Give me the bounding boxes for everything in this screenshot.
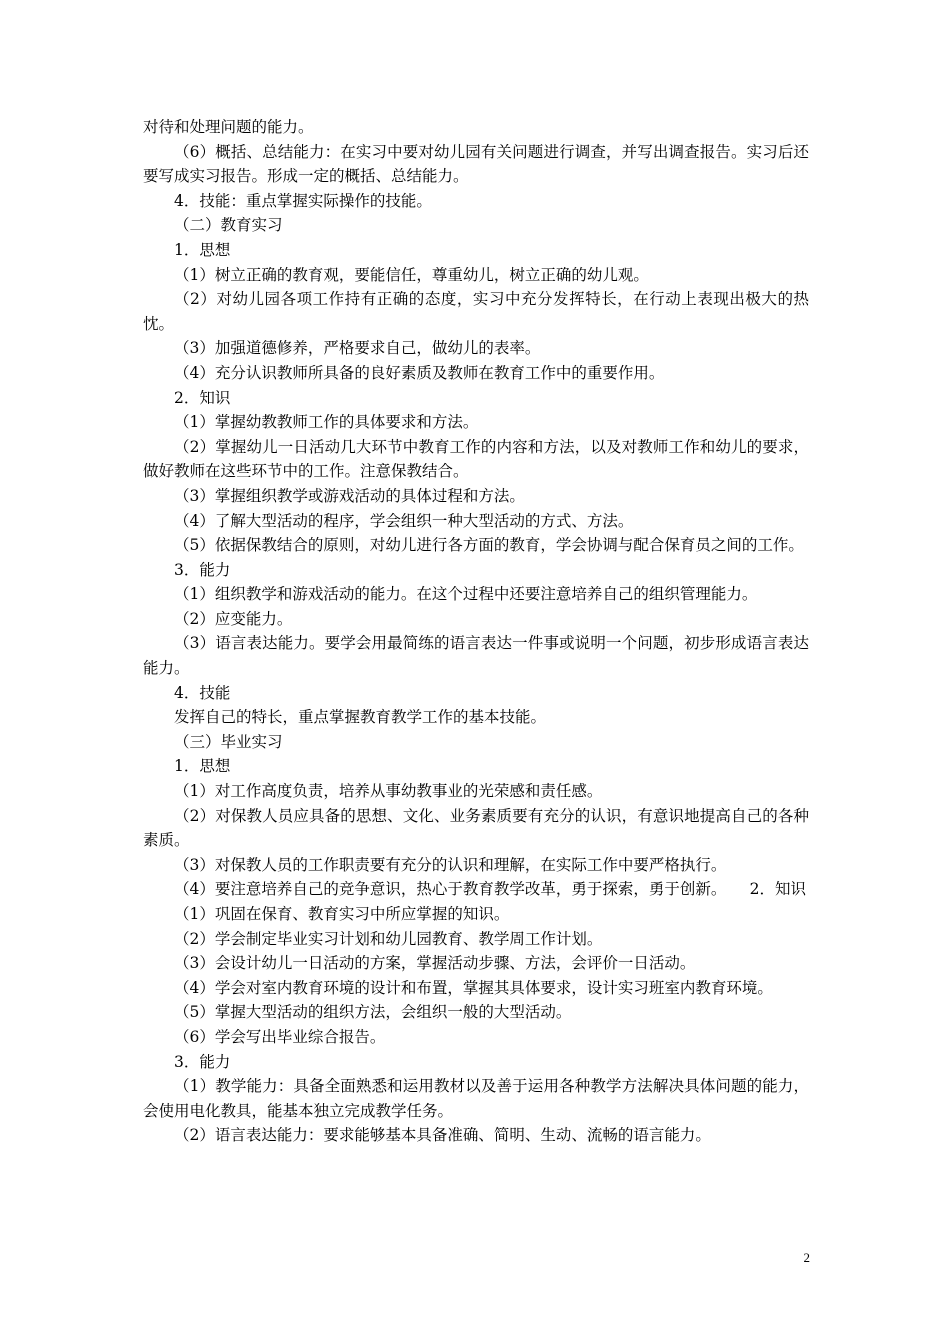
paragraph: （1）巩固在保育、教育实习中所应掌握的知识。: [174, 905, 510, 923]
paragraph: （3）会设计幼儿一日活动的方案，掌握活动步骤、方法，会评价一日活动。: [174, 954, 696, 973]
paragraph: （3）加强道德修养，严格要求自己，做幼儿的表率。: [174, 339, 541, 358]
paragraph: （2）掌握幼儿一日活动几大环节中教育工作的内容和方法，以及对教师工作和幼儿的要求，做好教师在这些环节中的工作。注意保教结合。: [143, 437, 809, 481]
paragraph: （3）语言表达能力。要学会用最简练的语言表达一件事或说明一个问题，初步形成语言表达能力。: [143, 634, 809, 678]
paragraph: （3）掌握组织教学或游戏活动的具体过程和方法。: [174, 486, 525, 505]
paragraph: 3．能力: [174, 1052, 231, 1071]
paragraph: 1．思想: [174, 757, 231, 776]
paragraph: （1）组织教学和游戏活动的能力。在这个过程中还要注意培养自己的组织管理能力。: [174, 585, 758, 604]
document-body: [143, 115, 809, 1148]
paragraph: 2．知识: [174, 388, 231, 407]
paragraph: （三）毕业实习: [174, 732, 283, 751]
paragraph: （6）学会写出毕业综合报告。: [174, 1027, 386, 1046]
paragraph: 发挥自己的特长，重点掌握教育教学工作的基本技能。: [174, 708, 547, 727]
paragraph: （2）学会制定毕业实习计划和幼儿园教育、教学周工作计划。: [174, 929, 603, 948]
paragraph: （2）应变能力。: [174, 609, 293, 628]
paragraph: 对待和处理问题的能力。: [143, 118, 314, 136]
paragraph: （4）充分认识教师所具备的良好素质及教师在教育工作中的重要作用。: [174, 363, 665, 382]
page-number: 2: [803, 1250, 810, 1265]
paragraph: 4．技能：重点掌握实际操作的技能。: [174, 191, 432, 210]
paragraph: （5）依据保教结合的原则，对幼儿进行各方面的教育，学会协调与配合保育员之间的工作。: [174, 536, 804, 555]
paragraph: （二）教育实习: [174, 216, 283, 235]
paragraph: （4）要注意培养自己的竞争意识，热心于教育教学改革，勇于探索，勇于创新。 2．知识: [174, 880, 806, 899]
paragraph: （4）学会对室内教育环境的设计和布置，掌握其具体要求，设计实习班室内教育环境。: [174, 978, 773, 997]
paragraph: 1．思想: [174, 240, 231, 259]
paragraph: （2）对幼儿园各项工作持有正确的态度，实习中充分发挥特长，在行动上表现出极大的热忱。: [143, 290, 809, 333]
paragraph: （1）掌握幼教教师工作的具体要求和方法。: [174, 413, 479, 432]
paragraph: 4．技能: [174, 683, 231, 702]
paragraph: （5）掌握大型活动的组织方法，会组织一般的大型活动。: [174, 1003, 572, 1022]
paragraph: （1）教学能力：具备全面熟悉和运用教材以及善于运用各种教学方法解决具体问题的能力，会使用电化教具，能基本独立完成教学任务。: [143, 1077, 809, 1120]
paragraph: （3）对保教人员的工作职责要有充分的认识和理解，在实际工作中要严格执行。: [174, 855, 727, 874]
paragraph: （1）树立正确的教育观，要能信任，尊重幼儿，树立正确的幼儿观。: [174, 265, 649, 284]
paragraph: （6）概括、总结能力：在实习中要对幼儿园有关问题进行调查，并写出调查报告。实习后还要写成实习报告。形成一定的概括、总结能力。: [143, 142, 809, 186]
paragraph: 3．能力: [174, 560, 231, 579]
paragraph: （1）对工作高度负责，培养从事幼教事业的光荣感和责任感。: [174, 782, 603, 801]
paragraph: （2）语言表达能力：要求能够基本具备准确、简明、生动、流畅的语言能力。: [174, 1126, 711, 1145]
paragraph: （2）对保教人员应具备的思想、文化、业务素质要有充分的认识，有意识地提高自己的各种素质。: [143, 806, 809, 850]
paragraph: （4）了解大型活动的程序，学会组织一种大型活动的方式、方法。: [174, 511, 634, 530]
